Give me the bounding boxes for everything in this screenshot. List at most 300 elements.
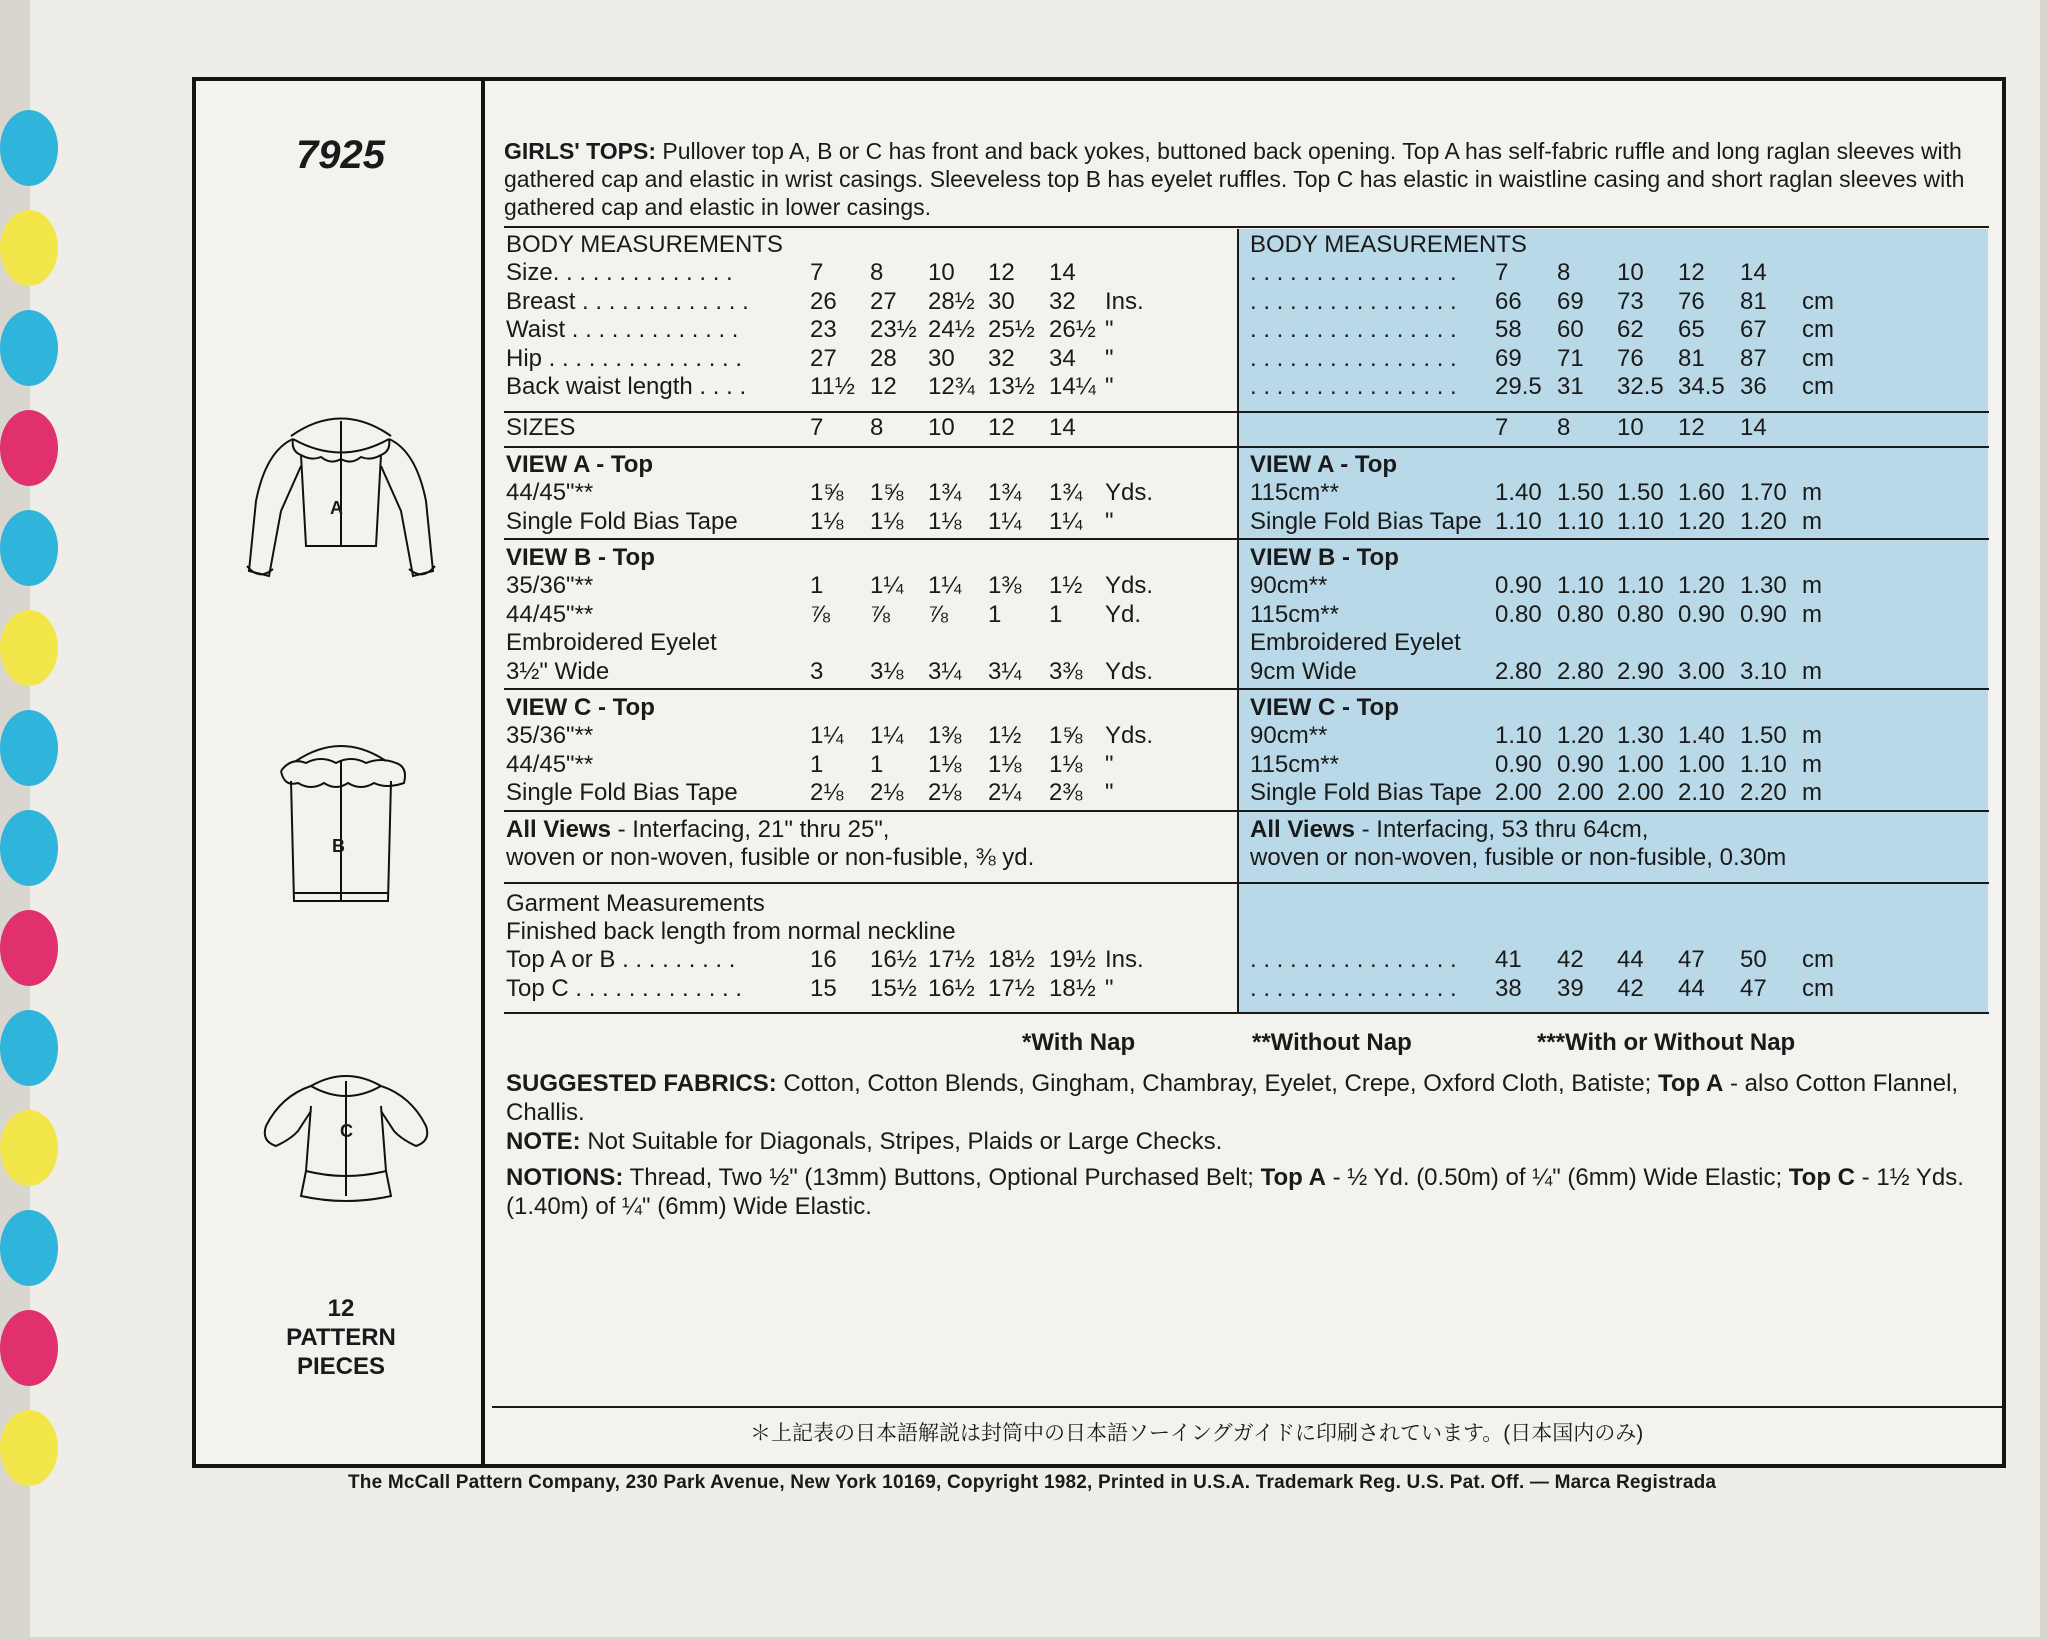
table-row bbox=[492, 231, 2002, 259]
cell-unit: " bbox=[1105, 344, 1114, 372]
cell-value: 12¾ bbox=[928, 373, 975, 400]
table-divider bbox=[504, 538, 1989, 540]
info-main bbox=[492, 81, 2002, 1464]
description-text: Pullover top A, B or C has front and back yokes, buttoned back opening. Top A has self-fabric ruffle and long raglan sleeves with gathered cap and elastic in wrist casings. Sleeveless top B has eyelet ruffles. Top C has elastic in waistline casing and short raglan sleeves with gathered cap and elastic in lower casings. bbox=[504, 138, 1965, 220]
metric-row-label: . . . . . . . . . . . . . . . . bbox=[1250, 259, 1457, 286]
publisher-footer: The McCall Pattern Company, 230 Park Avenue, New York 10169, Copyright 1982, Printed in U.S.A. Trademark Reg. U.S. Pat. Off. — Marca Registrada bbox=[348, 1472, 1717, 1493]
row-label: VIEW B - Top bbox=[506, 544, 655, 571]
metric-cell-value: 0.90 bbox=[1678, 600, 1725, 628]
metric-row-label: 90cm** bbox=[1250, 722, 1328, 749]
fabrics-heading: SUGGESTED FABRICS: bbox=[506, 1070, 777, 1097]
metric-row-label: . . . . . . . . . . . . . . . . bbox=[1250, 316, 1457, 343]
metric-cell-value: 12 bbox=[1678, 414, 1705, 441]
view-a-label: A bbox=[330, 498, 343, 518]
all-views-label: All Views bbox=[506, 815, 611, 843]
metric-cell-value: 1.20 bbox=[1678, 572, 1725, 599]
color-dot bbox=[0, 1210, 58, 1286]
metric-cell-unit: cm bbox=[1802, 974, 1834, 1002]
cell-value: 1 bbox=[988, 600, 1002, 628]
cell-value: 23½ bbox=[870, 316, 917, 343]
metric-cell-value: 7 bbox=[1495, 259, 1509, 286]
cell-value: 1½ bbox=[1049, 572, 1083, 599]
table-row bbox=[492, 345, 2002, 373]
cell-value: 8 bbox=[870, 414, 884, 441]
metric-cell-unit: m bbox=[1802, 479, 1822, 506]
metric-cell-unit: m bbox=[1802, 750, 1822, 778]
all-views-metric-label: All Views bbox=[1250, 815, 1355, 843]
table-row bbox=[492, 316, 2002, 344]
row-label: 35/36"** bbox=[506, 722, 594, 749]
metric-cell-unit: m bbox=[1802, 779, 1822, 806]
metric-cell-value: 1.30 bbox=[1617, 722, 1664, 749]
metric-cell-value: 2.20 bbox=[1740, 779, 1787, 806]
cell-unit: Ins. bbox=[1105, 945, 1144, 973]
nap-legend-without: **Without Nap bbox=[1252, 1029, 1412, 1056]
metric-cell-value: 1.50 bbox=[1740, 722, 1787, 749]
metric-cell-unit: cm bbox=[1802, 945, 1834, 973]
cell-value: 1⅛ bbox=[928, 507, 962, 535]
cell-value: 12 bbox=[988, 414, 1015, 441]
row-label: BODY MEASUREMENTS bbox=[506, 231, 783, 258]
cell-unit: Yds. bbox=[1105, 479, 1154, 506]
table-divider bbox=[504, 688, 1989, 690]
view-b-label: B bbox=[332, 836, 345, 856]
metric-cell-value: 1.10 bbox=[1617, 572, 1664, 599]
cell-value: ⅞ bbox=[928, 600, 949, 628]
table-row bbox=[492, 751, 2002, 779]
cell-value: 14 bbox=[1049, 259, 1076, 286]
row-label: Waist . . . . . . . . . . . . . bbox=[506, 316, 739, 343]
metric-cell-value: 1.50 bbox=[1557, 479, 1604, 506]
cell-value: 2⅛ bbox=[928, 779, 962, 806]
table-divider bbox=[504, 1012, 1989, 1014]
color-dot bbox=[0, 410, 58, 486]
cell-value: 10 bbox=[928, 259, 955, 286]
metric-cell-value: 66 bbox=[1495, 287, 1522, 315]
metric-cell-value: 3.00 bbox=[1678, 657, 1725, 685]
color-dot bbox=[0, 210, 58, 286]
pieces-number: 12 bbox=[327, 1295, 355, 1322]
pieces-label-2: PIECES bbox=[296, 1353, 386, 1380]
metric-cell-value: 67 bbox=[1740, 316, 1767, 343]
cell-value: 2⅛ bbox=[810, 779, 844, 806]
view-c-illustration bbox=[236, 981, 456, 1221]
color-dot bbox=[0, 710, 58, 786]
row-label: Finished back length from normal neckline bbox=[506, 917, 956, 945]
pattern-number: 7925 bbox=[296, 133, 385, 177]
color-dot bbox=[0, 510, 58, 586]
metric-row-label: 115cm** bbox=[1250, 750, 1339, 778]
metric-cell-value: 2.00 bbox=[1617, 779, 1664, 806]
metric-cell-value: 0.90 bbox=[1495, 572, 1542, 599]
cell-value: 1¼ bbox=[988, 507, 1022, 535]
cell-value: 1¾ bbox=[1049, 479, 1083, 506]
cell-value: 13½ bbox=[988, 373, 1035, 400]
cell-value: 1⅛ bbox=[1049, 750, 1083, 778]
metric-row-label: Embroidered Eyelet bbox=[1250, 629, 1461, 656]
cell-unit: " bbox=[1105, 779, 1114, 806]
metric-row-label: . . . . . . . . . . . . . . . . bbox=[1250, 974, 1457, 1002]
metric-cell-value: 34.5 bbox=[1678, 373, 1725, 400]
japanese-divider bbox=[492, 1406, 2002, 1408]
cell-value: 1 bbox=[1049, 600, 1063, 628]
metric-cell-value: 0.90 bbox=[1495, 750, 1542, 778]
cell-value: 1¼ bbox=[870, 722, 904, 749]
metric-cell-value: 1.50 bbox=[1617, 479, 1664, 506]
metric-cell-value: 0.90 bbox=[1740, 600, 1787, 628]
table-row bbox=[492, 508, 2002, 536]
cell-value: 16½ bbox=[928, 974, 975, 1002]
metric-cell-value: 31 bbox=[1557, 373, 1584, 400]
cell-unit: " bbox=[1105, 507, 1114, 535]
metric-cell-value: 47 bbox=[1678, 945, 1705, 973]
cell-value: 7 bbox=[810, 414, 824, 441]
table-row bbox=[492, 451, 2002, 479]
metric-cell-value: 71 bbox=[1557, 344, 1584, 372]
cell-value: 1 bbox=[810, 750, 824, 778]
row-label: Size. . . . . . . . . . . . . . bbox=[506, 259, 733, 286]
fabrics-text: Cotton, Cotton Blends, Gingham, Chambray, Eyelet, Crepe, Oxford Cloth, Batiste; bbox=[776, 1070, 1658, 1097]
metric-row-label: . . . . . . . . . . . . . . . . bbox=[1250, 945, 1457, 973]
table-divider bbox=[504, 882, 1989, 884]
cell-value: 1⅛ bbox=[810, 507, 844, 535]
metric-cell-unit: cm bbox=[1802, 316, 1834, 343]
metric-cell-value: 0.80 bbox=[1495, 600, 1542, 628]
metric-cell-value: 1.10 bbox=[1557, 507, 1604, 535]
metric-cell-value: 1.20 bbox=[1557, 722, 1604, 749]
cell-unit: Yds. bbox=[1105, 657, 1154, 685]
cell-value: 1⅜ bbox=[988, 572, 1022, 599]
row-label: Embroidered Eyelet bbox=[506, 629, 717, 656]
row-label: 3½" Wide bbox=[506, 657, 610, 685]
color-dot bbox=[0, 1410, 58, 1486]
table-row bbox=[492, 373, 2002, 401]
metric-row-label: . . . . . . . . . . . . . . . . bbox=[1250, 373, 1457, 400]
cell-value: 1⅝ bbox=[870, 479, 904, 506]
notions-text-3: - 1½ Yds. (1.40m) of ¼" (6mm) Wide Elastic. bbox=[506, 1164, 1964, 1220]
cell-unit: " bbox=[1105, 373, 1114, 400]
color-dot bbox=[0, 610, 58, 686]
metric-cell-value: 44 bbox=[1617, 945, 1644, 973]
metric-cell-value: 42 bbox=[1617, 974, 1644, 1002]
metric-cell-unit: m bbox=[1802, 722, 1822, 749]
metric-cell-value: 14 bbox=[1740, 259, 1767, 286]
cell-value: 2¼ bbox=[988, 779, 1022, 806]
table-row bbox=[492, 890, 2002, 918]
table-row bbox=[492, 946, 2002, 974]
table-row bbox=[492, 414, 2002, 442]
cell-value: 19½ bbox=[1049, 945, 1096, 973]
note-heading: NOTE: bbox=[506, 1128, 581, 1155]
notions-text: Thread, Two ½" (13mm) Buttons, Optional Purchased Belt; bbox=[623, 1164, 1261, 1191]
cell-value: 15 bbox=[810, 974, 837, 1002]
metric-cell-value: 2.00 bbox=[1495, 779, 1542, 806]
color-dot bbox=[0, 1110, 58, 1186]
metric-cell-value: 1.20 bbox=[1678, 507, 1725, 535]
metric-row-label: 115cm** bbox=[1250, 479, 1339, 506]
metric-cell-value: 8 bbox=[1557, 259, 1571, 286]
metric-cell-unit: cm bbox=[1802, 344, 1834, 372]
cell-value: 1⅛ bbox=[870, 507, 904, 535]
metric-cell-value: 1.00 bbox=[1617, 750, 1664, 778]
cell-value: 3¼ bbox=[988, 657, 1022, 685]
table-divider bbox=[504, 411, 1989, 413]
metric-cell-value: 2.80 bbox=[1495, 657, 1542, 685]
color-dot bbox=[0, 810, 58, 886]
metric-cell-value: 10 bbox=[1617, 259, 1644, 286]
all-views-imperial bbox=[506, 816, 889, 844]
cell-value: 12 bbox=[988, 259, 1015, 286]
all-views-imperial-line2: woven or non-woven, fusible or non-fusible, ⅜ yd. bbox=[506, 843, 1035, 871]
note-text: Not Suitable for Diagonals, Stripes, Plaids or Large Checks. bbox=[580, 1128, 1223, 1155]
cell-value: 8 bbox=[870, 259, 884, 286]
metric-cell-value: 1.70 bbox=[1740, 479, 1787, 506]
metric-row-label: BODY MEASUREMENTS bbox=[1250, 231, 1527, 258]
metric-cell-value: 39 bbox=[1557, 974, 1584, 1002]
metric-cell-value: 0.80 bbox=[1617, 600, 1664, 628]
all-views-line1: - Interfacing, 21" thru 25", bbox=[610, 815, 890, 843]
cell-value: 14¼ bbox=[1049, 373, 1096, 400]
metric-cell-value: 50 bbox=[1740, 945, 1767, 973]
metric-cell-value: 47 bbox=[1740, 974, 1767, 1002]
pieces-label-1: PATTERN bbox=[286, 1324, 396, 1351]
table-row bbox=[492, 918, 2002, 946]
japanese-note: ＊上記表の日本語解説は封筒中の日本語ソーイングガイドに印刷されています。(日本国内のみ) bbox=[750, 1422, 1644, 1445]
notions-heading: NOTIONS: bbox=[506, 1164, 624, 1191]
metric-cell-value: 1.10 bbox=[1617, 507, 1664, 535]
cell-value: 10 bbox=[928, 414, 955, 441]
view-a-illustration bbox=[221, 341, 461, 581]
metric-cell-value: 38 bbox=[1495, 974, 1522, 1002]
metric-cell-value: 29.5 bbox=[1495, 373, 1542, 400]
metric-cell-value: 0.90 bbox=[1557, 750, 1604, 778]
metric-cell-value: 44 bbox=[1678, 974, 1705, 1002]
table-row bbox=[492, 479, 2002, 507]
imperial-metric-separator bbox=[1237, 229, 1239, 1012]
cell-unit: " bbox=[1105, 974, 1114, 1002]
cell-value: 1⅝ bbox=[810, 479, 844, 506]
metric-cell-value: 1.10 bbox=[1495, 507, 1542, 535]
cell-value: 26 bbox=[810, 287, 837, 315]
metric-cell-unit: cm bbox=[1802, 287, 1834, 315]
cell-value: 3¼ bbox=[928, 657, 962, 685]
metric-cell-value: 1.20 bbox=[1740, 507, 1787, 535]
description-heading: GIRLS' TOPS: bbox=[504, 138, 657, 164]
metric-row-label: 115cm** bbox=[1250, 600, 1339, 628]
metric-cell-value: 76 bbox=[1678, 287, 1705, 315]
metric-cell-value: 10 bbox=[1617, 414, 1644, 441]
metric-cell-value: 8 bbox=[1557, 414, 1571, 441]
cell-value: 27 bbox=[810, 344, 837, 372]
metric-row-label: VIEW B - Top bbox=[1250, 544, 1399, 571]
cell-value: 1⅝ bbox=[1049, 722, 1083, 749]
cell-value: ⅞ bbox=[810, 600, 831, 628]
metric-cell-value: 7 bbox=[1495, 414, 1509, 441]
table-row bbox=[492, 288, 2002, 316]
metric-cell-value: 69 bbox=[1495, 344, 1522, 372]
metric-cell-value: 62 bbox=[1617, 316, 1644, 343]
cell-value: 1 bbox=[810, 572, 824, 599]
metric-cell-value: 1.00 bbox=[1678, 750, 1725, 778]
nap-legend-with: *With Nap bbox=[1022, 1029, 1136, 1056]
cell-value: 28 bbox=[870, 344, 897, 372]
cell-unit: Yd. bbox=[1105, 600, 1142, 628]
metric-cell-unit: m bbox=[1802, 572, 1822, 599]
cell-value: 16 bbox=[810, 945, 837, 973]
metric-row-label: VIEW C - Top bbox=[1250, 694, 1399, 721]
row-label: VIEW A - Top bbox=[506, 451, 654, 478]
metric-cell-value: 60 bbox=[1557, 316, 1584, 343]
row-label: 35/36"** bbox=[506, 572, 594, 599]
note bbox=[506, 1127, 2001, 1156]
cell-unit: " bbox=[1105, 316, 1114, 343]
metric-cell-value: 1.30 bbox=[1740, 572, 1787, 599]
cell-value: 24½ bbox=[928, 316, 975, 343]
fabrics-top-a: Top A bbox=[1658, 1070, 1724, 1097]
table-row bbox=[492, 259, 2002, 287]
color-dot bbox=[0, 1310, 58, 1386]
row-label: 44/45"** bbox=[506, 600, 594, 628]
row-label: Back waist length . . . . bbox=[506, 373, 747, 400]
metric-row-label: Single Fold Bias Tape bbox=[1250, 779, 1482, 806]
cell-value: 23 bbox=[810, 316, 837, 343]
metric-cell-value: 1.60 bbox=[1678, 479, 1725, 506]
cell-value: 14 bbox=[1049, 414, 1076, 441]
cell-value: 26½ bbox=[1049, 316, 1096, 343]
row-label: SIZES bbox=[506, 414, 576, 441]
cell-value: 1 bbox=[870, 750, 884, 778]
table-divider bbox=[504, 226, 1989, 228]
metric-row-label: 9cm Wide bbox=[1250, 657, 1357, 685]
cell-value: 18½ bbox=[1049, 974, 1096, 1002]
metric-cell-value: 73 bbox=[1617, 287, 1644, 315]
metric-cell-value: 41 bbox=[1495, 945, 1522, 973]
view-c-label: C bbox=[340, 1121, 353, 1141]
metric-cell-unit: cm bbox=[1802, 373, 1834, 400]
metric-cell-unit: m bbox=[1802, 657, 1822, 685]
cell-value: 32 bbox=[1049, 287, 1076, 315]
metric-row-label: VIEW A - Top bbox=[1250, 451, 1398, 478]
cell-value: 1⅛ bbox=[988, 750, 1022, 778]
cell-value: 30 bbox=[988, 287, 1015, 315]
metric-cell-value: 65 bbox=[1678, 316, 1705, 343]
cell-value: 12 bbox=[870, 373, 897, 400]
cell-value: 3 bbox=[810, 657, 824, 685]
cell-value: 1¾ bbox=[988, 479, 1022, 506]
table-divider bbox=[504, 446, 1989, 448]
suggested-fabrics bbox=[506, 1069, 2001, 1127]
cell-value: 27 bbox=[870, 287, 897, 315]
metric-cell-unit: m bbox=[1802, 507, 1822, 535]
color-dot bbox=[0, 910, 58, 986]
metric-cell-value: 81 bbox=[1740, 287, 1767, 315]
cell-value: 1¼ bbox=[928, 572, 962, 599]
metric-cell-value: 69 bbox=[1557, 287, 1584, 315]
cell-value: 1¼ bbox=[1049, 507, 1083, 535]
color-dot bbox=[0, 1010, 58, 1086]
table-row bbox=[492, 694, 2002, 722]
cell-value: 16½ bbox=[870, 945, 917, 973]
row-label: Single Fold Bias Tape bbox=[506, 507, 738, 535]
row-label: Top A or B . . . . . . . . . bbox=[506, 945, 736, 973]
cell-value: 17½ bbox=[928, 945, 975, 973]
metric-cell-value: 12 bbox=[1678, 259, 1705, 286]
all-views-metric-line1: - Interfacing, 53 thru 64cm, bbox=[1354, 815, 1649, 843]
table-divider bbox=[504, 810, 1989, 812]
metric-cell-value: 1.10 bbox=[1557, 572, 1604, 599]
all-views-metric-line2: woven or non-woven, fusible or non-fusible, 0.30m bbox=[1250, 843, 1787, 871]
metric-cell-value: 87 bbox=[1740, 344, 1767, 372]
cell-value: 28½ bbox=[928, 287, 975, 315]
cell-value: 1½ bbox=[988, 722, 1022, 749]
cell-value: 2⅛ bbox=[870, 779, 904, 806]
notions-text-2: - ½ Yd. (0.50m) of ¼" (6mm) Wide Elastic; bbox=[1325, 1164, 1789, 1191]
table-row bbox=[492, 572, 2002, 600]
pattern-info-frame bbox=[192, 77, 2006, 1468]
metric-cell-value: 3.10 bbox=[1740, 657, 1787, 685]
cell-unit: " bbox=[1105, 750, 1114, 778]
metric-cell-value: 2.90 bbox=[1617, 657, 1664, 685]
row-label: 44/45"** bbox=[506, 479, 594, 506]
fabrics-text-2: - also Cotton Flannel, Challis. bbox=[506, 1070, 1959, 1126]
cell-value: ⅞ bbox=[870, 600, 891, 628]
cell-value: 2⅜ bbox=[1049, 779, 1083, 806]
cell-value: 18½ bbox=[988, 945, 1035, 973]
cell-value: 17½ bbox=[988, 974, 1035, 1002]
pattern-pieces-count bbox=[256, 1294, 426, 1381]
table-row bbox=[492, 658, 2002, 686]
cell-value: 3⅜ bbox=[1049, 657, 1083, 685]
nap-legend-either: ***With or Without Nap bbox=[1537, 1029, 1796, 1056]
color-dot bbox=[0, 310, 58, 386]
metric-cell-value: 2.80 bbox=[1557, 657, 1604, 685]
metric-cell-value: 42 bbox=[1557, 945, 1584, 973]
metric-cell-value: 0.80 bbox=[1557, 600, 1604, 628]
metric-row-label: . . . . . . . . . . . . . . . . bbox=[1250, 344, 1457, 372]
cell-value: 1¼ bbox=[810, 722, 844, 749]
cell-value: 25½ bbox=[988, 316, 1035, 343]
cell-value: 1⅜ bbox=[928, 722, 962, 749]
table-row bbox=[492, 975, 2002, 1003]
cell-unit: Yds. bbox=[1105, 572, 1154, 599]
metric-cell-value: 76 bbox=[1617, 344, 1644, 372]
metric-cell-value: 1.40 bbox=[1678, 722, 1725, 749]
description bbox=[504, 137, 1994, 221]
cell-value: 15½ bbox=[870, 974, 917, 1002]
metric-row-label: Single Fold Bias Tape bbox=[1250, 507, 1482, 535]
row-label: VIEW C - Top bbox=[506, 694, 655, 721]
metric-cell-unit: m bbox=[1802, 600, 1822, 628]
cell-value: 32 bbox=[988, 344, 1015, 372]
metric-cell-value: 36 bbox=[1740, 373, 1767, 400]
metric-cell-value: 81 bbox=[1678, 344, 1705, 372]
metric-row-label: . . . . . . . . . . . . . . . . bbox=[1250, 287, 1457, 315]
metric-cell-value: 1.10 bbox=[1740, 750, 1787, 778]
table-row bbox=[492, 779, 2002, 807]
row-label: Garment Measurements bbox=[506, 889, 765, 917]
cell-unit: Ins. bbox=[1105, 287, 1144, 315]
table-row bbox=[492, 601, 2002, 629]
table-row bbox=[492, 544, 2002, 572]
notions-top-c: Top C bbox=[1788, 1164, 1855, 1191]
notions-top-a: Top A bbox=[1260, 1164, 1326, 1191]
color-dot-strip bbox=[0, 90, 60, 1640]
all-views-metric bbox=[1250, 816, 1648, 844]
row-label: Breast . . . . . . . . . . . . . bbox=[506, 287, 749, 315]
color-dot bbox=[0, 110, 58, 186]
row-label: Hip . . . . . . . . . . . . . . . bbox=[506, 344, 743, 372]
notions bbox=[506, 1163, 2001, 1221]
